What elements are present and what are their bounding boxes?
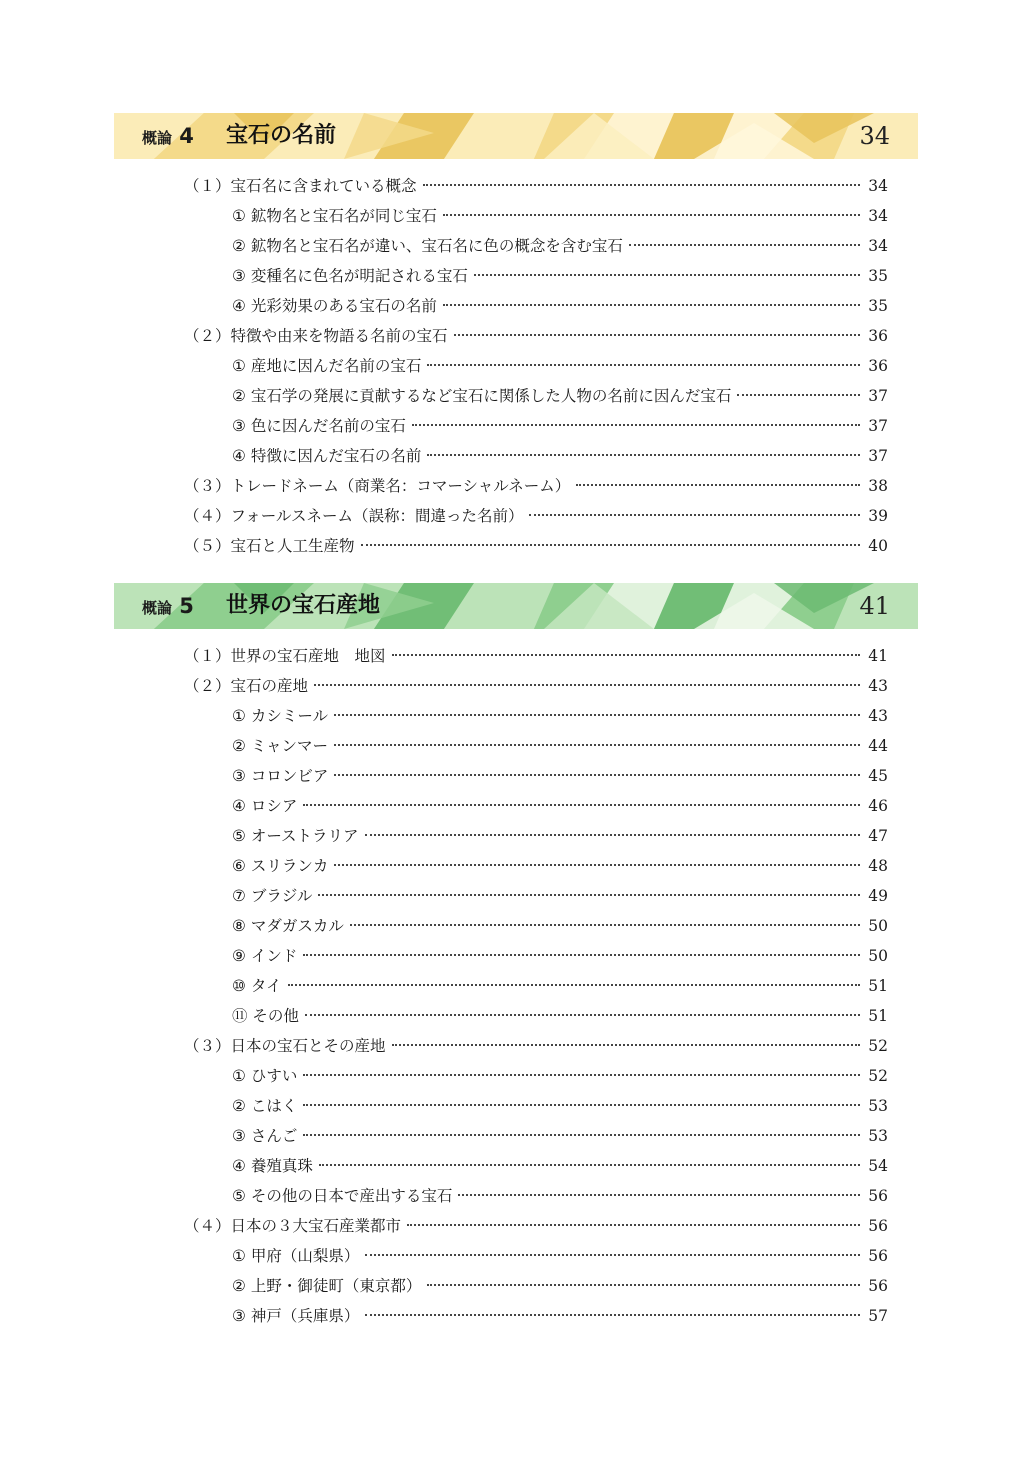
toc-entry-page: 46 xyxy=(868,797,888,815)
toc-entry[interactable] xyxy=(184,1121,888,1151)
chapter-label xyxy=(142,583,194,629)
toc-entry-label: ⑤ オーストラリア xyxy=(232,827,359,845)
toc-entry[interactable] xyxy=(184,761,888,791)
toc-entry-label: ④ 光彩効果のある宝石の名前 xyxy=(232,297,437,315)
toc-entry-label: ② 鉱物名と宝石名が違い、宝石名に色の概念を含む宝石 xyxy=(232,237,623,255)
toc-entry[interactable] xyxy=(184,321,888,351)
toc-entry-page: 36 xyxy=(868,327,888,345)
toc-entry-label: ③ コロンビア xyxy=(232,767,329,785)
toc-entry-page: 35 xyxy=(868,297,888,315)
toc-entry[interactable] xyxy=(184,411,888,441)
toc-entry-page: 37 xyxy=(868,447,888,465)
toc-entry-label: ⑥ スリランカ xyxy=(232,857,329,875)
dot-leader xyxy=(361,544,860,546)
toc-entry-label: ③ さんご xyxy=(232,1127,298,1145)
toc-entry-label: ① ひすい xyxy=(232,1067,298,1085)
toc-entry-page: 47 xyxy=(868,827,888,845)
toc-entry[interactable] xyxy=(184,731,888,761)
toc-entry-page: 53 xyxy=(868,1097,888,1115)
toc-entry-page: 48 xyxy=(868,857,888,875)
toc-entry-page: 35 xyxy=(868,267,888,285)
chapter-page-number: 41 xyxy=(859,592,890,620)
dot-leader xyxy=(334,714,860,716)
toc-entry-page: 34 xyxy=(868,207,888,225)
toc-entry-page: 51 xyxy=(868,977,888,995)
chapter-banner xyxy=(114,113,918,159)
toc-entry-label: ② 宝石学の発展に貢献するなど宝石に関係した人物の名前に因んだ宝石 xyxy=(232,387,732,405)
chapter-page-number: 34 xyxy=(859,122,890,150)
toc-entry-page: 57 xyxy=(868,1307,888,1325)
toc-entry-page: 52 xyxy=(868,1067,888,1085)
toc-entry-page: 50 xyxy=(868,947,888,965)
chapter-number: 5 xyxy=(179,594,194,618)
toc-entry[interactable] xyxy=(184,821,888,851)
toc-entry[interactable] xyxy=(184,1151,888,1181)
section-chapter-5 xyxy=(114,583,918,629)
toc-entry[interactable] xyxy=(184,971,888,1001)
dot-leader xyxy=(365,1314,860,1316)
toc-entry-label: ⑪ その他 xyxy=(232,1007,299,1025)
toc-entry-page: 56 xyxy=(868,1217,888,1235)
toc-entry-label: （４）日本の３大宝石産業都市 xyxy=(184,1217,402,1235)
toc-entry-page: 49 xyxy=(868,887,888,905)
toc-entry[interactable] xyxy=(184,911,888,941)
toc-entry-label: ③ 変種名に色名が明記される宝石 xyxy=(232,267,468,285)
dot-leader xyxy=(334,774,860,776)
chapter-prefix: 概論 xyxy=(142,599,173,617)
chapter-title: 世界の宝石産地 xyxy=(226,593,381,618)
toc-entry-label: （３）トレードネーム（商業名：コマーシャルネーム） xyxy=(184,477,571,495)
toc-entry[interactable] xyxy=(184,1241,888,1271)
toc-entry-label: ⑧ マダガスカル xyxy=(232,917,344,935)
toc-entry-page: 56 xyxy=(868,1247,888,1265)
toc-entry-page: 52 xyxy=(868,1037,888,1055)
dot-leader xyxy=(427,1284,860,1286)
toc-entry[interactable] xyxy=(184,701,888,731)
toc-entry[interactable] xyxy=(184,441,888,471)
toc-entry-label: （５）宝石と人工生産物 xyxy=(184,537,355,555)
toc-entry[interactable] xyxy=(184,171,888,201)
toc-entry-label: ② こはく xyxy=(232,1097,298,1115)
toc-entry[interactable] xyxy=(184,941,888,971)
dot-leader xyxy=(303,954,860,956)
toc-entry-page: 34 xyxy=(868,237,888,255)
toc-entry[interactable] xyxy=(184,1001,888,1031)
toc-entry[interactable] xyxy=(184,531,888,561)
toc-entry-label: ⑤ その他の日本で産出する宝石 xyxy=(232,1187,453,1205)
toc-entry[interactable] xyxy=(184,791,888,821)
toc-entry-label: （３）日本の宝石とその産地 xyxy=(184,1037,386,1055)
toc-entry-page: 45 xyxy=(868,767,888,785)
toc-entry[interactable] xyxy=(184,1181,888,1211)
dot-leader xyxy=(629,244,860,246)
dot-leader xyxy=(427,364,860,366)
toc-entry-label: ① 鉱物名と宝石名が同じ宝石 xyxy=(232,207,437,225)
dot-leader xyxy=(303,804,860,806)
toc-entry-label: ④ 養殖真珠 xyxy=(232,1157,313,1175)
dot-leader xyxy=(407,1224,860,1226)
dot-leader xyxy=(443,214,860,216)
toc-entry-page: 43 xyxy=(868,707,888,725)
toc-entry[interactable] xyxy=(184,501,888,531)
toc-entry-label: ④ ロシア xyxy=(232,797,298,815)
toc-entry-page: 36 xyxy=(868,357,888,375)
toc-entry-label: ② ミャンマー xyxy=(232,737,329,755)
toc-entry-page: 54 xyxy=(868,1157,888,1175)
toc-entry[interactable] xyxy=(184,261,888,291)
chapter-number: 4 xyxy=(179,124,194,148)
toc-entry[interactable] xyxy=(184,1211,888,1241)
chapter-banner xyxy=(114,583,918,629)
dot-leader xyxy=(318,894,860,896)
dot-leader xyxy=(737,394,860,396)
toc-entry-label: （２）特徴や由来を物語る名前の宝石 xyxy=(184,327,448,345)
toc-entry-label: ⑩ タイ xyxy=(232,977,282,995)
dot-leader xyxy=(474,274,860,276)
toc-entry-label: ⑦ ブラジル xyxy=(232,887,313,905)
toc-entry[interactable] xyxy=(184,881,888,911)
toc-entry[interactable] xyxy=(184,1091,888,1121)
toc-entry[interactable] xyxy=(184,671,888,701)
toc-entry[interactable] xyxy=(184,381,888,411)
dot-leader xyxy=(576,484,860,486)
dot-leader xyxy=(314,684,860,686)
toc-entry-label: （４）フォールスネーム（誤称：間違った名前） xyxy=(184,507,524,525)
chapter-prefix: 概論 xyxy=(142,129,173,147)
dot-leader xyxy=(365,834,860,836)
dot-leader xyxy=(365,1254,860,1256)
toc-entry[interactable] xyxy=(184,1301,888,1331)
toc-entry-page: 34 xyxy=(868,177,888,195)
dot-leader xyxy=(319,1164,860,1166)
dot-leader xyxy=(334,864,860,866)
toc-entry[interactable] xyxy=(184,641,888,671)
toc-entry-page: 53 xyxy=(868,1127,888,1145)
dot-leader xyxy=(350,924,860,926)
chapter-title: 宝石の名前 xyxy=(226,123,337,148)
dot-leader xyxy=(412,424,860,426)
dot-leader xyxy=(454,334,860,336)
toc-entry-page: 50 xyxy=(868,917,888,935)
toc-entry-page: 37 xyxy=(868,387,888,405)
toc-entry[interactable] xyxy=(184,1031,888,1061)
toc-entry-page: 56 xyxy=(868,1277,888,1295)
toc-entry-page: 51 xyxy=(868,1007,888,1025)
toc-entry[interactable] xyxy=(184,1271,888,1301)
toc-entry-label: ④ 特徴に因んだ宝石の名前 xyxy=(232,447,422,465)
dot-leader xyxy=(392,654,860,656)
toc-entry[interactable] xyxy=(184,471,888,501)
toc-entry-page: 56 xyxy=(868,1187,888,1205)
dot-leader xyxy=(303,1104,860,1106)
toc-list-chapter-5 xyxy=(184,641,888,1331)
toc-list-chapter-4 xyxy=(184,171,888,561)
dot-leader xyxy=(423,184,860,186)
toc-entry[interactable] xyxy=(184,231,888,261)
toc-entry-label: ① カシミール xyxy=(232,707,329,725)
toc-entry-page: 40 xyxy=(868,537,888,555)
dot-leader xyxy=(427,454,860,456)
toc-entry[interactable] xyxy=(184,851,888,881)
toc-entry-label: ② 上野・御徒町（東京都） xyxy=(232,1277,422,1295)
toc-entry[interactable] xyxy=(184,201,888,231)
toc-entry-label: ① 甲府（山梨県） xyxy=(232,1247,360,1265)
section-chapter-4 xyxy=(114,113,918,159)
dot-leader xyxy=(392,1044,860,1046)
chapter-label xyxy=(142,113,194,159)
toc-entry-page: 41 xyxy=(868,647,888,665)
toc-entry-label: ⑨ インド xyxy=(232,947,298,965)
dot-leader xyxy=(458,1194,860,1196)
dot-leader xyxy=(303,1134,860,1136)
toc-entry-page: 43 xyxy=(868,677,888,695)
dot-leader xyxy=(288,984,860,986)
toc-entry-label: ③ 神戸（兵庫県） xyxy=(232,1307,360,1325)
toc-entry-page: 44 xyxy=(868,737,888,755)
toc-entry[interactable] xyxy=(184,351,888,381)
toc-entry-page: 37 xyxy=(868,417,888,435)
toc-entry-label: （１）世界の宝石産地 地図 xyxy=(184,647,386,665)
dot-leader xyxy=(529,514,860,516)
dot-leader xyxy=(305,1014,860,1016)
toc-entry[interactable] xyxy=(184,1061,888,1091)
toc-entry-label: （２）宝石の産地 xyxy=(184,677,309,695)
toc-entry-label: ③ 色に因んだ名前の宝石 xyxy=(232,417,406,435)
toc-entry-page: 38 xyxy=(868,477,888,495)
toc-entry[interactable] xyxy=(184,291,888,321)
dot-leader xyxy=(334,744,860,746)
toc-entry-page: 39 xyxy=(868,507,888,525)
dot-leader xyxy=(303,1074,860,1076)
dot-leader xyxy=(443,304,860,306)
toc-entry-label: ① 産地に因んだ名前の宝石 xyxy=(232,357,422,375)
toc-entry-label: （１）宝石名に含まれている概念 xyxy=(184,177,417,195)
